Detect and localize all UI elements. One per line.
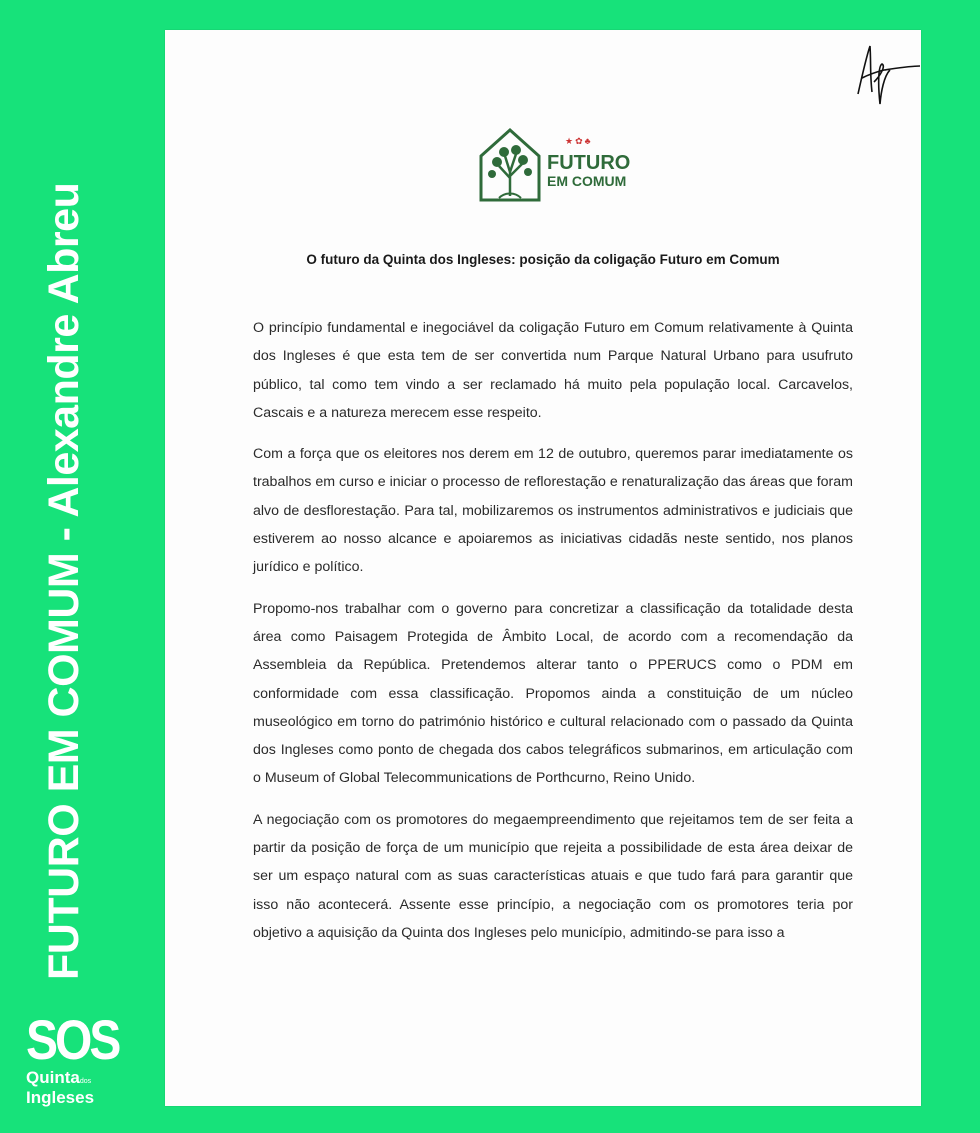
document-title: O futuro da Quinta dos Ingleses: posição da coligação Futuro em Comum <box>306 252 780 267</box>
sos-logo-quinta <box>26 1070 110 1090</box>
sos-logo-quinta-word: Quinta <box>26 1068 80 1087</box>
sos-logo-text: SOS <box>26 1010 119 1072</box>
sidebar-title-wrap <box>28 170 100 990</box>
sos-logo-dos: dos <box>79 1078 92 1085</box>
logo-text <box>547 154 630 190</box>
paragraph: A negociação com os promotores do megaempreendimento que rejeitamos tem de ser feita a partir da posição de força de um município que rejeita a possibilidade de esta área deixar de ser um espaço natural com as suas características atuais e que tudo fará para garantir que isso não acontecerá. Assente esse princípio, a negociação com os promotores teria por objetivo a aquisição da Quinta dos Ingleses pelo município, admitindo-se para isso a <box>253 811 853 941</box>
document-page <box>165 30 921 1106</box>
paragraph: Propomo-nos trabalhar com o governo para concretizar a classificação da totalidade desta área como Paisagem Protegida de Âmbito Local, de acordo com a recomendação da Assembleia da República. Pretendemos alterar tanto o PPERUCS como o PDM em conformidade com essa classificação. Propomos ainda a constituição de um núcleo museológico em torno do património histórico e cultural relacionado com o passado da Quinta dos Ingleses como ponto de chegada dos cabos telegráficos submarinos, em articulação com o Museum of Global Telecommunications de Porthcurno, Reino Unido. <box>253 600 853 787</box>
party-symbols-icon: ★✿♣ <box>565 136 593 146</box>
sos-logo-ingleses: Ingleses <box>26 1088 95 1107</box>
sos-quinta-logo <box>26 1010 119 1112</box>
tree-house-icon <box>477 126 543 204</box>
document-body <box>253 314 853 947</box>
logo-line-2: EM COMUM <box>547 173 627 189</box>
signature-icon <box>840 36 920 116</box>
paragraph: O princípio fundamental e inegociável da coligação Futuro em Comum relativamente à Quinta dos Ingleses é que esta tem de ser convertida num Parque Natural Urbano para usufruto público, tal como tem vindo a ser reclamado há muito pela população local. Carcavelos, Cascais e a natureza merecem esse respeito. <box>253 320 853 421</box>
sidebar-title: FUTURO EM COMUM - Alexandre Abreu <box>40 182 88 980</box>
paragraph: Com a força que os eleitores nos derem em 12 de outubro, queremos parar imediatamente os trabalhos em curso e iniciar o processo de reflorestação e renaturalização das áreas que foram alvo de desflorestação. Para tal, mobilizaremos os instrumentos administrativos e judiciais que estiverem ao nosso alcance e apoiaremos as iniciativas cidadãs neste sentido, nos planos jurídico e político. <box>253 446 853 576</box>
logo-line-1: FUTURO <box>547 152 631 174</box>
futuro-em-comum-logo <box>477 126 647 206</box>
